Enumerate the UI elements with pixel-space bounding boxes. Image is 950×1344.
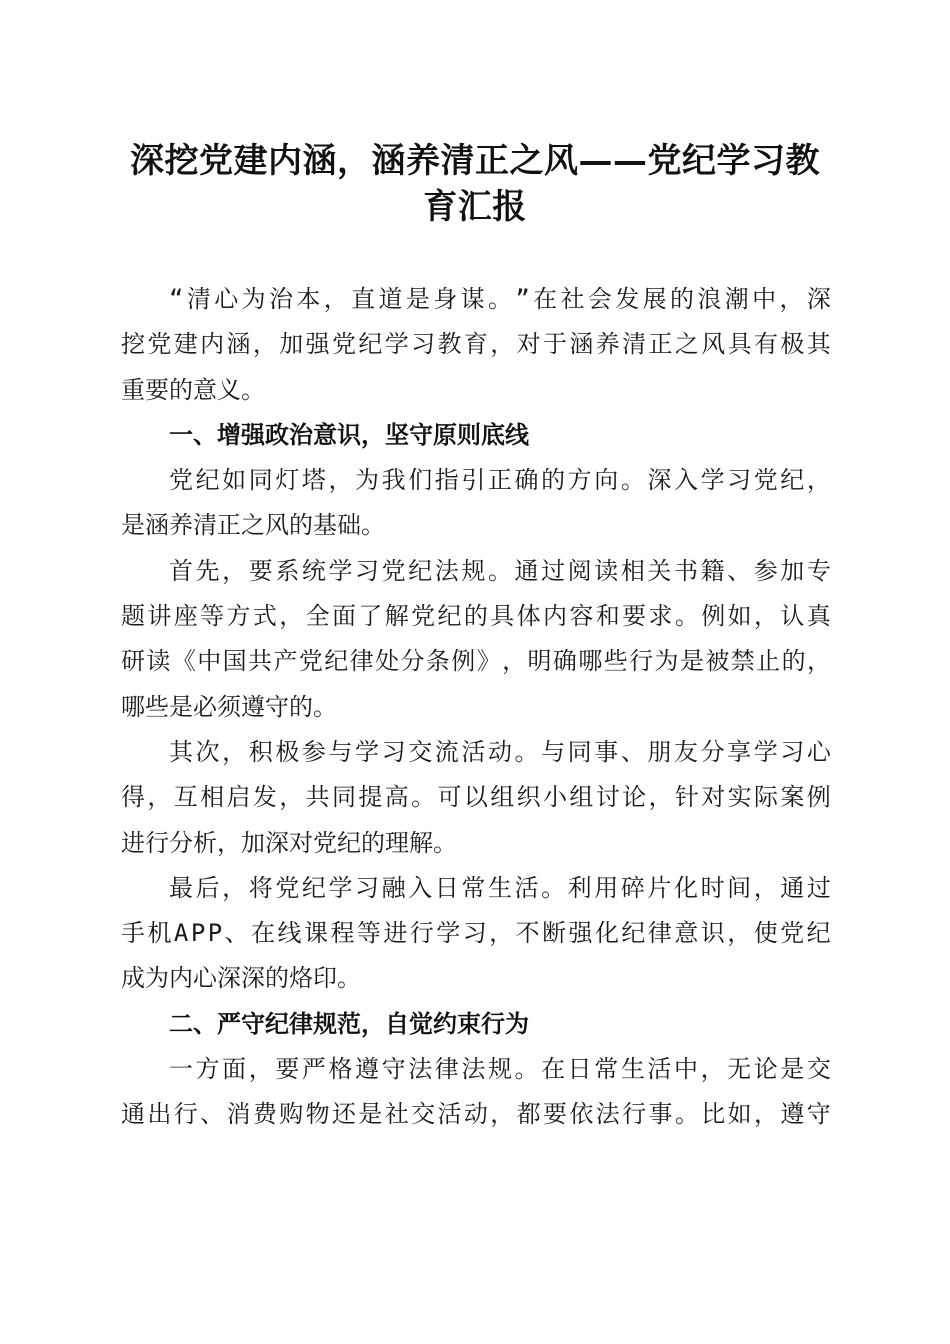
paragraph-line: 首 先 ， 要 系 统 学 习 党 纪 法 规 。 通 过 阅 读 相 关 书 籍 、 参 加 专 <box>169 556 831 585</box>
paragraph-line: 研 读 《 中 国 共 产 党 纪 律 处 分 条 例 》 ， 明 确 哪 些 行 为 是 被 禁 止 的 ， <box>121 647 831 676</box>
paragraph-line: “ 清 心 为 治 本 ， 直 道 是 身 谋 。 ” 在 社 会 发 展 的 浪 潮 中 ， 深 <box>169 285 831 313</box>
paragraph-line: 一 方 面 ， 要 严 格 遵 守 法 律 法 规 。 在 日 常 生 活 中 ， 无 论 是 交 <box>169 1055 831 1084</box>
paragraph-line: 其 次 ， 积 极 参 与 学 习 交 流 活 动 。 与 同 事 、 朋 友 分 享 学 习 心 <box>169 737 831 766</box>
document-title <box>100 138 850 230</box>
paragraph-line: 题 讲 座 等 方 式 ， 全 面 了 解 党 纪 的 具 体 内 容 和 要 求 。 例 如 ， 认 真 <box>121 602 831 631</box>
paragraph-line: 重要的意义。 <box>121 375 265 404</box>
paragraph-line: 最 后 ， 将 党 纪 学 习 融 入 日 常 生 活 。 利 用 碎 片 化 时 间 ， 通 过 <box>169 873 831 902</box>
paragraph-line: 手 机 A P P 、 在 线 课 程 等 进 行 学 习 ， 不 断 强 化 纪 律 意 识 ， 使 党 纪 <box>121 919 831 948</box>
section-heading-2: 二、严守纪律规范，自觉约束行为 <box>169 1009 529 1038</box>
paragraph-line: 哪些是必须遵守的。 <box>121 692 337 721</box>
paragraph-line: 通 出 行 、 消 费 购 物 还 是 社 交 活 动 ， 都 要 依 法 行 事 。 比 如 ， 遵 守 <box>121 1100 831 1129</box>
paragraph-line: 党 纪 如 同 灯 塔 ， 为 我 们 指 引 正 确 的 方 向 。 深 入 学 习 党 纪 ， <box>169 466 831 495</box>
paragraph-line: 是涵养清正之风的基础。 <box>121 511 385 540</box>
document-body <box>121 277 831 1138</box>
paragraph-line: 得 ， 互 相 启 发 ， 共 同 提 高 。 可 以 组 织 小 组 讨 论 ， 针 对 实 际 案 例 <box>121 783 831 812</box>
paragraph-line: 挖 党 建 内 涵 ， 加 强 党 纪 学 习 教 育 ， 对 于 涵 养 清 正 之 风 具 有 极 其 <box>121 330 831 359</box>
title-line-2: 育汇报 <box>423 187 527 227</box>
paragraph-line: 进行分析，加深对党纪的理解。 <box>121 828 457 857</box>
paragraph-line: 成为内心深深的烙印。 <box>121 964 361 993</box>
section-heading-1: 一、增强政治意识，坚守原则底线 <box>169 420 529 449</box>
title-line-1: 深挖党建内涵，涵养清正之风——党纪学习教 <box>130 141 820 181</box>
